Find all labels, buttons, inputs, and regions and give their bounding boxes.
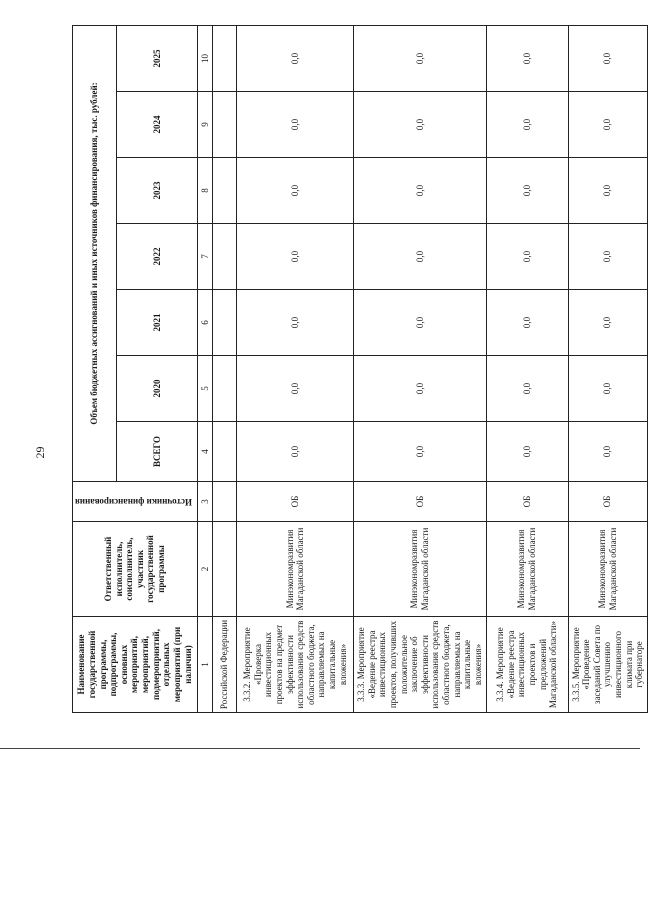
row-value-2025: 0,0 bbox=[568, 25, 647, 91]
row-value-total: 0,0 bbox=[237, 422, 354, 482]
row-name: 3.3.3. Мероприятие «Ведение реестра инвестиционных проектов, получивших положительное заключение об эффективности использования средств областного бюджета, направляемых на капитальные вложения» bbox=[354, 617, 486, 713]
column-number: 2 bbox=[197, 522, 213, 617]
row-value-2024: 0,0 bbox=[486, 92, 568, 158]
header-year-2021: 2021 bbox=[117, 290, 197, 356]
row-value-2025: 0,0 bbox=[486, 25, 568, 91]
column-number: 7 bbox=[197, 224, 213, 290]
row-name: 3.3.5. Мероприятие «Проведение заседаний Совета по улучшению инвестиционного климата при губернаторе bbox=[568, 617, 647, 713]
header-funding-group: Объем бюджетных ассигнований и иных источников финансирования, тыс. рублей: bbox=[73, 25, 117, 481]
row-value-2023: 0,0 bbox=[237, 158, 354, 224]
row-executor: Минэкономразвития Магаданской области bbox=[568, 522, 647, 617]
row-executor: Минэкономразвития Магаданской области bbox=[486, 522, 568, 617]
row-name: 3.3.2. Мероприятие «Проверка инвестиционных проектов на предмет эффективности использования средств областного бюджета, направляемых на капитальные вложения» bbox=[237, 617, 354, 713]
row-value-2022: 0,0 bbox=[237, 224, 354, 290]
column-number: 10 bbox=[197, 25, 213, 91]
row-value-2020: 0,0 bbox=[237, 356, 354, 422]
column-number: 4 bbox=[197, 422, 213, 482]
column-number: 3 bbox=[197, 482, 213, 522]
table-row bbox=[568, 25, 647, 712]
row-name: 3.3.4. Мероприятие «Ведение реестра инвестиционных проектов и предложений Магаданской области» bbox=[486, 617, 568, 713]
financing-table bbox=[72, 25, 648, 713]
row-value-2020: 0,0 bbox=[354, 356, 486, 422]
row-value-2024: 0,0 bbox=[568, 92, 647, 158]
row-value-2022: 0,0 bbox=[354, 224, 486, 290]
header-year-2024: 2024 bbox=[117, 92, 197, 158]
header-row-group bbox=[73, 25, 117, 712]
row-value-2022: 0,0 bbox=[486, 224, 568, 290]
row-source: ОБ bbox=[486, 482, 568, 522]
header-year-2023: 2023 bbox=[117, 158, 197, 224]
header-source bbox=[73, 482, 198, 522]
header-year-2025: 2025 bbox=[117, 25, 197, 91]
column-number-row bbox=[197, 25, 213, 712]
page-number: 29 bbox=[33, 446, 47, 459]
row-source: ОБ bbox=[354, 482, 486, 522]
row-value-2021: 0,0 bbox=[237, 290, 354, 356]
row-value-total: 0,0 bbox=[568, 422, 647, 482]
row-value-2025: 0,0 bbox=[237, 25, 354, 91]
table-row bbox=[237, 25, 354, 712]
row-value-2022: 0,0 bbox=[568, 224, 647, 290]
header-executor: Ответственный исполнитель, соисполнитель, участник государственной программы bbox=[73, 522, 198, 617]
row-value-total: 0,0 bbox=[486, 422, 568, 482]
row-value-2020: 0,0 bbox=[568, 356, 647, 422]
row-value-2023: 0,0 bbox=[354, 158, 486, 224]
row-source: ОБ bbox=[568, 482, 647, 522]
row-value-2025: 0,0 bbox=[354, 25, 486, 91]
row-value-2023: 0,0 bbox=[486, 158, 568, 224]
column-number: 8 bbox=[197, 158, 213, 224]
row-value-total: 0,0 bbox=[354, 422, 486, 482]
row-executor: Минэкономразвития Магаданской области bbox=[354, 522, 486, 617]
column-number: 5 bbox=[197, 356, 213, 422]
row-value-2023: 0,0 bbox=[568, 158, 647, 224]
row-source: ОБ bbox=[237, 482, 354, 522]
column-number: 9 bbox=[197, 92, 213, 158]
table-row bbox=[486, 25, 568, 712]
column-number: 6 bbox=[197, 290, 213, 356]
row-value-2021: 0,0 bbox=[354, 290, 486, 356]
row-value-2024: 0,0 bbox=[237, 92, 354, 158]
row-value-2020: 0,0 bbox=[486, 356, 568, 422]
rf-continuation-name: Российской Федерации bbox=[213, 617, 237, 713]
rf-continuation-row bbox=[213, 25, 237, 712]
header-year-2022: 2022 bbox=[117, 224, 197, 290]
header-source-label: Источники финансирования bbox=[75, 497, 192, 508]
table-row bbox=[354, 25, 486, 712]
header-year-2020: 2020 bbox=[117, 356, 197, 422]
row-value-2024: 0,0 bbox=[354, 92, 486, 158]
row-value-2021: 0,0 bbox=[568, 290, 647, 356]
scan-page-edge-line bbox=[0, 748, 640, 749]
header-name: Наименование государственной программы, подпрограммы, основных мероприятий, мероприятий, подмероприятий, отдельных мероприятий (при наличии) bbox=[73, 617, 198, 713]
row-executor: Минэкономразвития Магаданской области bbox=[237, 522, 354, 617]
header-year-total: ВСЕГО bbox=[117, 422, 197, 482]
column-number: 1 bbox=[197, 617, 213, 713]
row-value-2021: 0,0 bbox=[486, 290, 568, 356]
